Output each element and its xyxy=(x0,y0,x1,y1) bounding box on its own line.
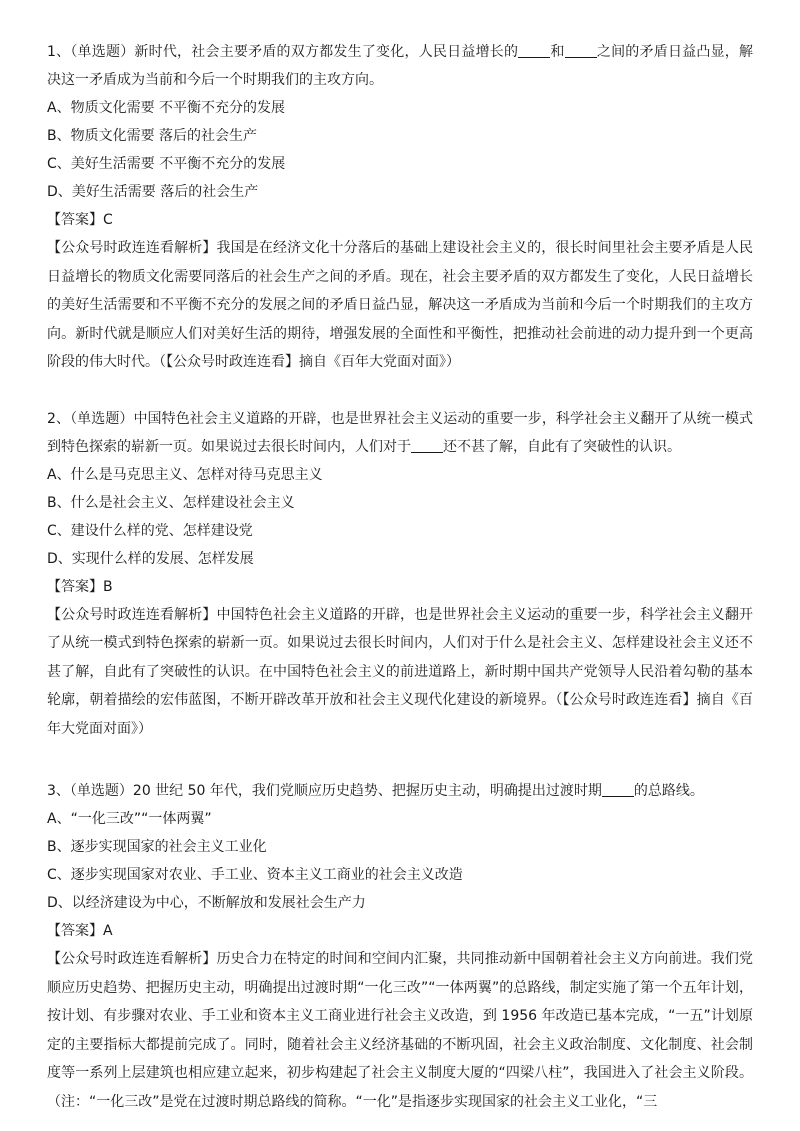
question-3 xyxy=(47,777,753,1116)
question-stem xyxy=(47,38,753,94)
option-a: A、什么是马克思主义、怎样对待马克思主义 xyxy=(47,466,323,483)
question-stem xyxy=(47,405,753,461)
option-d: D、实现什么样的发展、怎样发展 xyxy=(47,550,254,567)
option-c: C、美好生活需要 不平衡不充分的发展 xyxy=(47,156,286,172)
answer-label: 【答案】A xyxy=(47,923,113,939)
option-a: A、物质文化需要 不平衡不充分的发展 xyxy=(47,100,286,116)
option-d: D、以经济建设为中心，不断解放和发展社会生产力 xyxy=(47,895,366,911)
stem-text: 1、（单选题）新时代，社会主要矛盾的双方都发生了变化，人民日益增长的 xyxy=(47,44,519,60)
analysis-text: 【公众号时政连连看解析】我国是在经济文化十分落后的基础上建设社会主义的，很长时间里社会主要矛盾是人民日益增长的物质文化需要同落后的社会生产之间的矛盾。现在，社会主要矛盾的双方都发生了变化，人民日益增长的美好生活需要和不平衡不充分的发展之间的矛盾日益凸显，解决这一矛盾成为当前和今后一个时期我们的主攻方向。新时代就是顺应人们对美好生活的期待，增强发展的全面性和平衡性，把推动社会前进的动力提升到一个更高阶段的伟大时代。（【公众号时政连连看】摘自《百年大党面对面》） xyxy=(47,240,753,370)
option-d: D、美好生活需要 落后的社会生产 xyxy=(47,184,259,200)
document-page xyxy=(47,38,753,1116)
option-c: C、建设什么样的党、怎样建设党 xyxy=(47,522,253,539)
answer-label: 【答案】C xyxy=(47,212,113,228)
option-c: C、逐步实现国家对农业、手工业、资本主义工商业的社会主义改造 xyxy=(47,867,463,883)
option-b: B、什么是社会主义、怎样建设社会主义 xyxy=(47,494,295,511)
stem-text: 2、（单选题）中国特色社会主义道路的开辟，也是世界社会主义运动的重要一步，科学社会主义翻开了从统一模式到特色探索的崭新一页。如果说过去很长时间内，人们对于 xyxy=(47,410,753,455)
stem-text: 3、（单选题）20 世纪 50 年代，我们党顺应历史趋势、把握历史主动，明确提出过渡时期 xyxy=(47,783,602,799)
answer-blank xyxy=(565,43,597,58)
stem-text: 还不甚了解，自此有了突破性的认识。 xyxy=(443,438,681,455)
question-2 xyxy=(47,405,753,744)
option-b: B、物质文化需要 落后的社会生产 xyxy=(47,128,258,144)
analysis-text: 【公众号时政连连看解析】中国特色社会主义道路的开辟，也是世界社会主义运动的重要一步，科学社会主义翻开了从统一模式到特色探索的崭新一页。如果说过去很长时间内，人们对于什么是社会主义、怎样建设社会主义还不甚了解，自此有了突破性的认识。在中国特色社会主义的前进道路上，新时期中国共产党领导人民沿着勾勒的基本轮廓，朝着描绘的宏伟蓝图，不断开辟改革开放和社会主义现代化建设的新境界。（【公众号时政连连看】摘自《百年大党面对面》） xyxy=(47,606,753,737)
option-b: B、逐步实现国家的社会主义工业化 xyxy=(47,839,267,855)
analysis-text: 【公众号时政连连看解析】历史合力在特定的时间和空间内汇聚，共同推动新中国朝着社会主义方向前进。我们党顺应历史趋势、把握历史主动，明确提出过渡时期“一化三改”“一体两翼”的总路线，制定实施了第一个五年计划，按计划、有步骤对农业、手工业和资本主义工商业进行社会主义改造，到 1956 年改造已基本完成，“一五”计划原定的主要指标大都提前完成了。同时，随着社会主义经济基础的不断巩固，社会主义政治制度、文化制度、社会制度等一系列上层建筑也相应建立起来，初步构建起了社会主义制度大厦的“四梁八柱”，我国进入了社会主义阶段。（注：“一化三改”是党在过渡时期总路线的简称。“一化”是指逐步实现国家的社会主义工业化，“三 xyxy=(47,951,753,1110)
answer-blank xyxy=(602,782,634,797)
question-stem xyxy=(47,777,753,805)
answer-blank xyxy=(518,43,550,58)
stem-text: 和 xyxy=(550,44,565,60)
stem-text: 之间的矛盾日益凸显，解决这一矛盾成为当前和今后一个时期我们的主攻方向。 xyxy=(47,44,754,88)
answer-label: 【答案】B xyxy=(47,578,113,595)
stem-text: 的总路线。 xyxy=(633,783,704,799)
option-a: A、“一化三改”“一体两翼” xyxy=(47,811,212,827)
question-1 xyxy=(47,38,753,377)
answer-blank xyxy=(411,438,443,453)
